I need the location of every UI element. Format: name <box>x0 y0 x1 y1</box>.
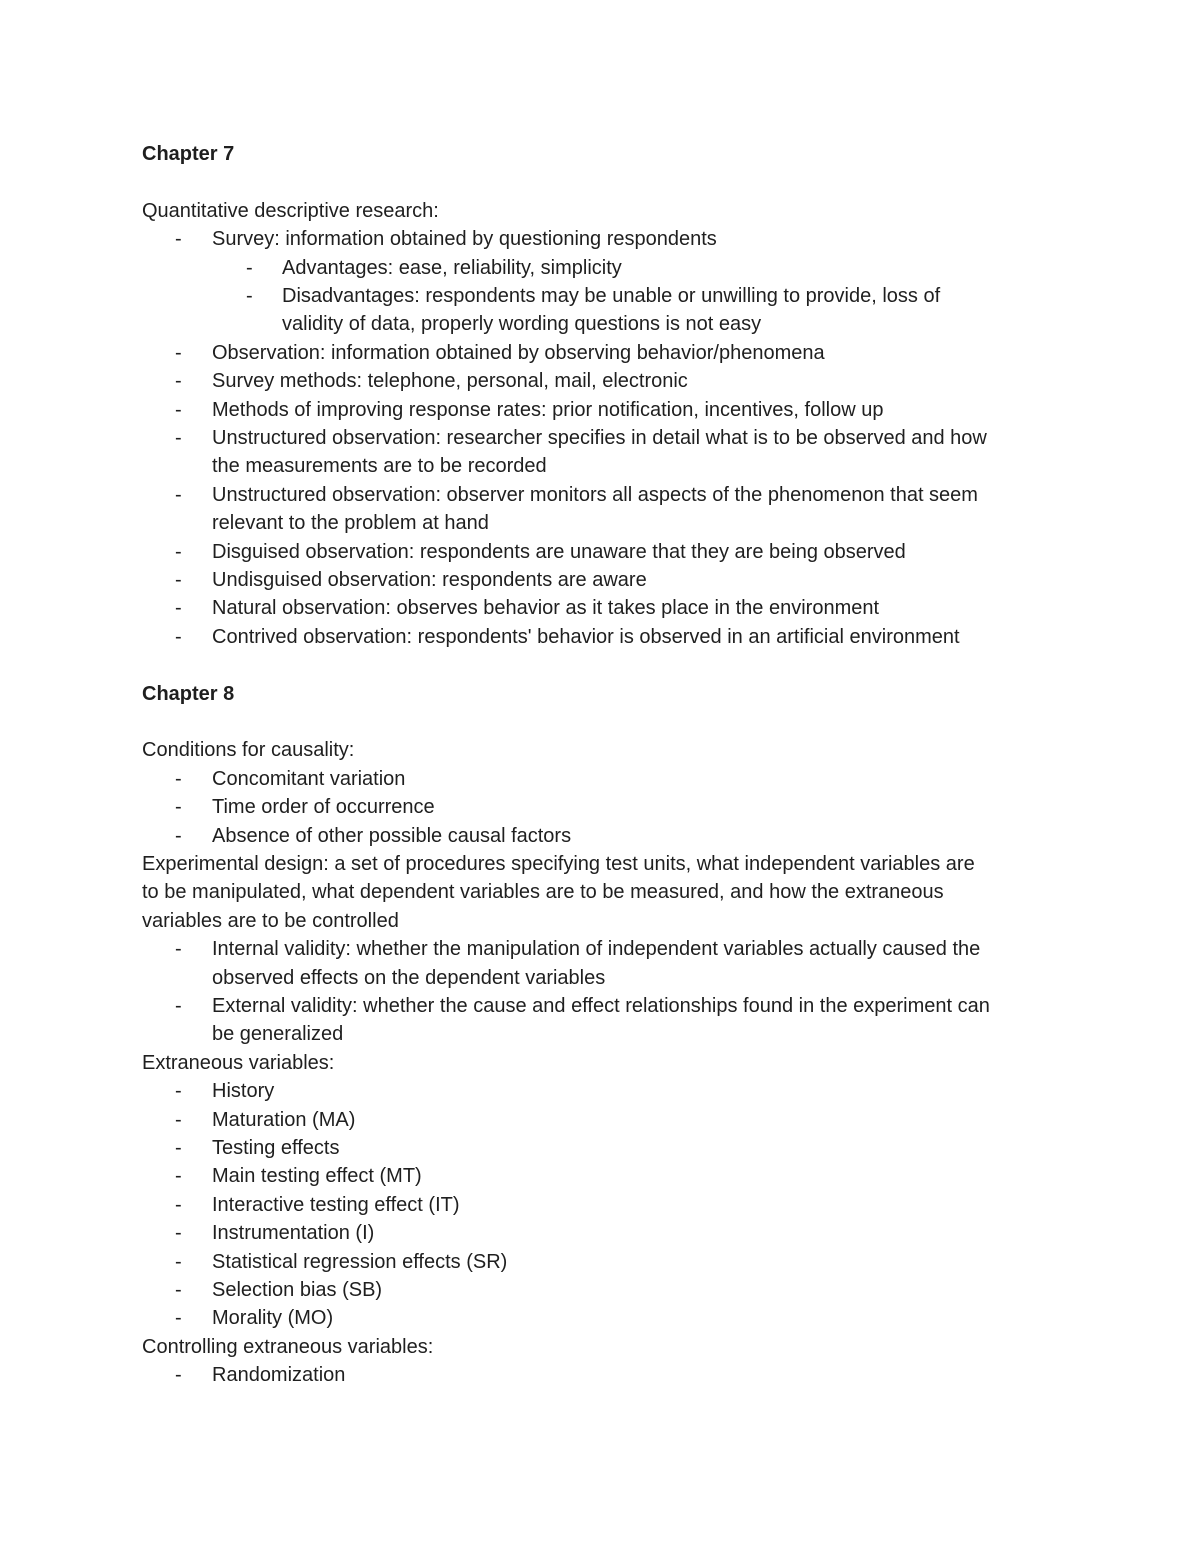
list-item <box>142 765 1072 793</box>
list-item-text: Advantages: ease, reliability, simplicity <box>282 256 622 279</box>
chapter-7-heading: Chapter 7 <box>142 143 235 165</box>
list-item <box>142 793 1072 821</box>
paragraph-line: variables are to be controlled <box>142 909 399 932</box>
list-item-text-continued: relevant to the problem at hand <box>212 512 489 535</box>
list-item <box>142 1191 1072 1219</box>
list-item-text-continued: observed effects on the dependent variables <box>212 966 606 989</box>
list-item-text: Disguised observation: respondents are unaware that they are being observed <box>212 540 906 563</box>
list-item-text: Internal validity: whether the manipulation of independent variables actually caused the <box>212 938 981 961</box>
list-item-text: Methods of improving response rates: prior notification, incentives, follow up <box>212 398 884 421</box>
section-intro: Controlling extraneous variables: <box>142 1335 434 1358</box>
bullet-dash: - <box>175 569 182 592</box>
list-item-text: Natural observation: observes behavior as it takes place in the environment <box>212 597 880 620</box>
list-item-text-continued: the measurements are to be recorded <box>212 455 547 478</box>
bullet-dash: - <box>175 1307 182 1330</box>
list-item-text: Observation: information obtained by observing behavior/phenomena <box>212 341 825 364</box>
bullet-dash: - <box>175 1279 182 1302</box>
list-item <box>142 992 1072 1049</box>
bullet-dash: - <box>175 995 182 1018</box>
list-item <box>142 339 1072 367</box>
bullet-dash: - <box>175 1364 182 1387</box>
list-item-text-continued: be generalized <box>212 1023 344 1046</box>
list-item-text: Interactive testing effect (IT) <box>212 1193 460 1216</box>
list-item <box>142 1162 1072 1190</box>
list-item-text: Maturation (MA) <box>212 1108 356 1131</box>
list-item-text: Main testing effect (MT) <box>212 1165 422 1188</box>
bullet-dash: - <box>175 767 182 790</box>
list-item-text: Disadvantages: respondents may be unable or unwilling to provide, loss of <box>282 284 941 307</box>
bullet-dash: - <box>175 1108 182 1131</box>
bullet-dash: - <box>246 284 253 307</box>
list-item-text: External validity: whether the cause and effect relationships found in the experiment can <box>212 995 990 1018</box>
bullet-dash: - <box>175 540 182 563</box>
bullet-dash: - <box>175 398 182 421</box>
chapter-8-heading: Chapter 8 <box>142 682 235 705</box>
list-item-text: Instrumentation (I) <box>212 1222 375 1245</box>
list-item <box>142 481 1072 538</box>
bullet-dash: - <box>175 341 182 364</box>
section-intro: Quantitative descriptive research: <box>142 199 439 222</box>
section-intro: Extraneous variables: <box>142 1051 335 1074</box>
list-item-text: Survey: information obtained by questioning respondents <box>212 228 717 251</box>
list-item-text: Statistical regression effects (SR) <box>212 1250 508 1273</box>
bullet-dash: - <box>175 1222 182 1245</box>
bullet-dash: - <box>175 228 182 251</box>
spacer <box>142 708 1072 736</box>
list-item <box>142 282 1072 339</box>
list-item <box>142 1361 1072 1389</box>
spacer <box>142 168 1072 196</box>
bullet-dash: - <box>175 625 182 648</box>
list-item <box>142 594 1072 622</box>
section-intro: Conditions for causality: <box>142 739 355 762</box>
list-item <box>142 396 1072 424</box>
bullet-dash: - <box>175 370 182 393</box>
bullet-dash: - <box>175 1193 182 1216</box>
list-item <box>142 822 1072 850</box>
bullet-dash: - <box>175 483 182 506</box>
list-item-text-continued: validity of data, properly wording questions is not easy <box>282 313 762 336</box>
list-item <box>142 1106 1072 1134</box>
list-item-text: Unstructured observation: observer monitors all aspects of the phenomenon that seem <box>212 483 978 506</box>
list-item <box>142 254 1072 282</box>
list-item <box>142 1134 1072 1162</box>
list-item-text: Undisguised observation: respondents are aware <box>212 569 647 592</box>
bullet-dash: - <box>246 256 253 279</box>
list-item <box>142 566 1072 594</box>
paragraph-line: to be manipulated, what dependent variables are to be measured, and how the extraneous <box>142 881 944 904</box>
list-item-text: Concomitant variation <box>212 767 406 790</box>
list-item-text: History <box>212 1080 275 1103</box>
bullet-dash: - <box>175 1080 182 1103</box>
document-page <box>142 140 1072 1390</box>
list-item-text: Unstructured observation: researcher specifies in detail what is to be observed and how <box>212 427 987 450</box>
list-item <box>142 1248 1072 1276</box>
list-item-text: Contrived observation: respondents' behavior is observed in an artificial environment <box>212 625 960 648</box>
bullet-dash: - <box>175 1250 182 1273</box>
bullet-dash: - <box>175 427 182 450</box>
bullet-dash: - <box>175 938 182 961</box>
list-item <box>142 935 1072 992</box>
list-item <box>142 1219 1072 1247</box>
list-item <box>142 538 1072 566</box>
bullet-dash: - <box>175 824 182 847</box>
spacer <box>142 651 1072 679</box>
list-item-text: Time order of occurrence <box>212 796 435 819</box>
bullet-dash: - <box>175 597 182 620</box>
list-item <box>142 1304 1072 1332</box>
list-item-text: Randomization <box>212 1364 346 1387</box>
list-item-text: Selection bias (SB) <box>212 1279 383 1302</box>
list-item-text: Testing effects <box>212 1137 340 1160</box>
bullet-dash: - <box>175 796 182 819</box>
list-item-text: Survey methods: telephone, personal, mail, electronic <box>212 370 688 393</box>
list-item <box>142 367 1072 395</box>
list-item <box>142 623 1072 651</box>
list-item-text: Absence of other possible causal factors <box>212 824 572 847</box>
list-item-text: Morality (MO) <box>212 1307 334 1330</box>
list-item <box>142 1077 1072 1105</box>
list-item <box>142 1276 1072 1304</box>
bullet-dash: - <box>175 1137 182 1160</box>
list-item <box>142 424 1072 481</box>
list-item <box>142 225 1072 253</box>
bullet-dash: - <box>175 1165 182 1188</box>
paragraph-line: Experimental design: a set of procedures specifying test units, what independent variables are <box>142 853 975 876</box>
